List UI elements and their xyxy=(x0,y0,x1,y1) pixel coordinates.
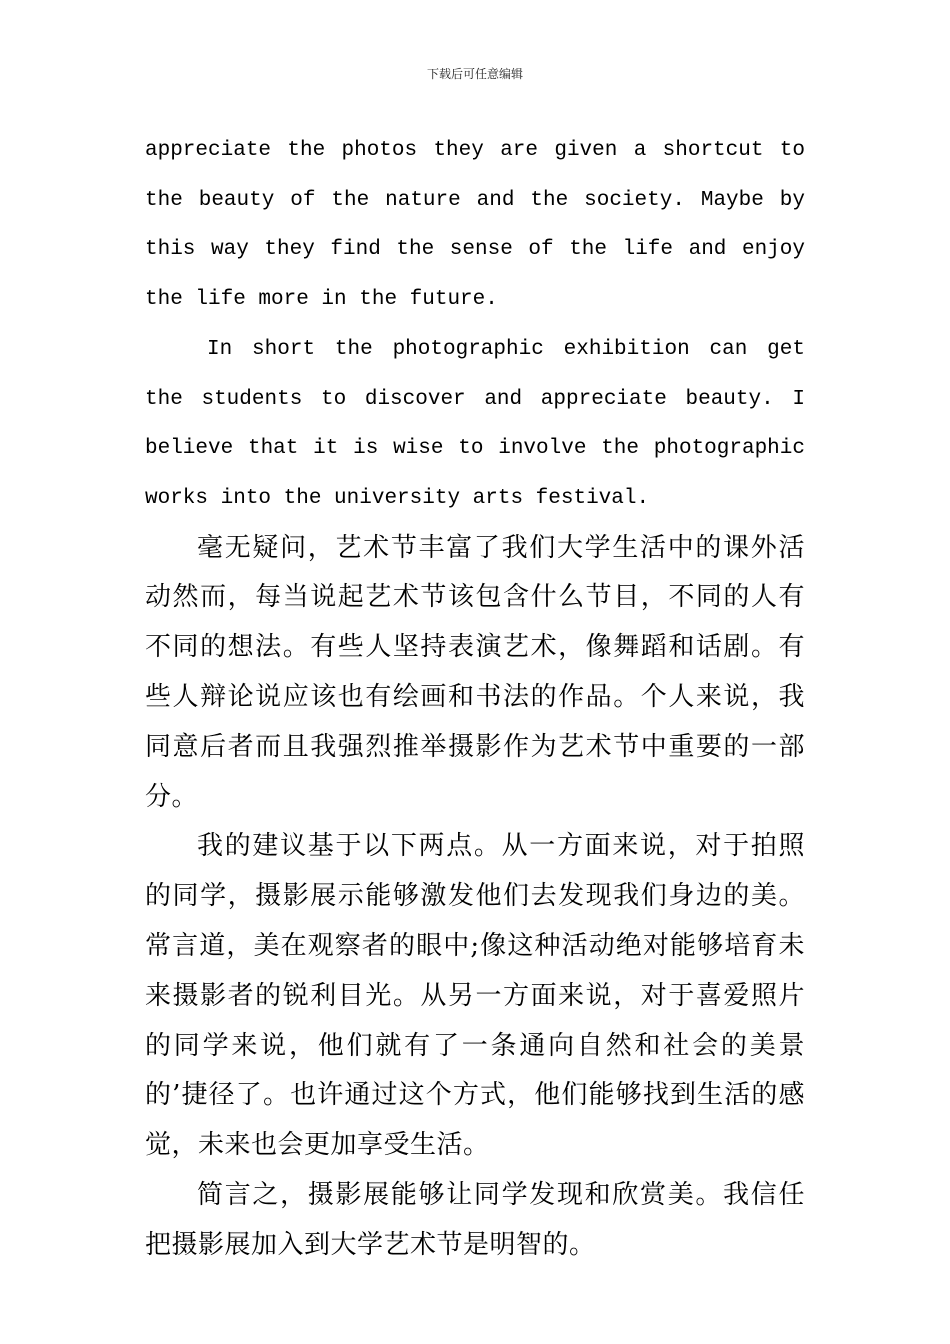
text-line: appreciate the photos they are given a shortcut to xyxy=(145,139,805,162)
chinese-paragraph-2: 我的建议基于以下两点。从一方面来说，对于拍照的同学，摄影展示能够激发他们去发现我们身边的美。常言道，美在观察者的眼中;像这种活动绝对能够培育未来摄影者的锐利目光。从另一方面来说，对于喜爱照片的同学来说，他们就有了一条通向自然和社会的美景的’捷径了。也许通过这个方式，他们能够找到生活的感觉，未来也会更加享受生活。 xyxy=(145,831,805,1161)
text-line: In short the photographic exhibition can get xyxy=(207,337,805,361)
text-line: believe that it is wise to involve the photographic xyxy=(145,437,805,461)
page-header: 下载后可任意编辑 xyxy=(426,67,523,81)
text-line: the life more in the future. xyxy=(145,288,498,312)
text-line: this way they find the sense of the life and enjoy xyxy=(145,238,805,262)
document-body xyxy=(145,126,805,1271)
english-paragraph-2 xyxy=(145,325,805,524)
chinese-paragraph-3: 简言之，摄影展能够让同学发现和欣赏美。我信任把摄影展加入到大学艺术节是明智的。 xyxy=(145,1179,805,1260)
text-line: works into the university arts festival. xyxy=(145,486,650,510)
english-paragraph-1 xyxy=(145,126,805,325)
text-line: the students to discover and appreciate beauty. I xyxy=(145,387,805,411)
chinese-paragraph-1: 毫无疑问，艺术节丰富了我们大学生活中的课外活动然而，每当说起艺术节该包含什么节目，不同的人有不同的想法。有些人坚持表演艺术，像舞蹈和话剧。有些人辩论说应该也有绘画和书法的作品。个人来说，我同意后者而且我强烈推举摄影作为艺术节中重要的一部分。 xyxy=(145,532,805,812)
text-line: the beauty of the nature and the society. Maybe by xyxy=(145,188,805,212)
